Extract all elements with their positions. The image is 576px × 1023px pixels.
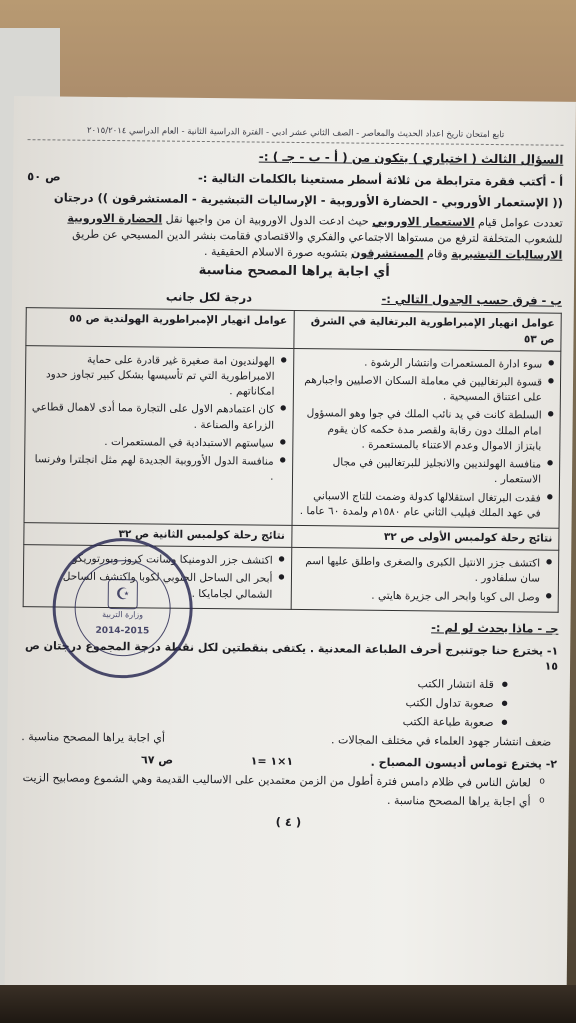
col1-header: عوامل انهيار الإمبراطورية البرتغالية في الشرق ص ٥٣: [293, 311, 561, 351]
col2-header: عوامل انهيار الإمبراطورية الهولندية ص ٥٥: [26, 308, 294, 348]
list-item: ● اكتشف جزر الدومنيكا وسانت كروز وبورتوريكو: [30, 551, 285, 569]
list-item: ● سياستهم الاستبدادية في المستعمرات .: [31, 434, 286, 452]
item1-note: أي اجابة يراها المصحح مناسبة .: [21, 730, 166, 745]
list-item: ● وصل الى كوبا وابحر الى جزيرة هايتي .: [297, 588, 552, 606]
para-text-2: حيث ادعت الدول الاوروبية ان من واجبها نقل: [165, 212, 369, 228]
list-item: ● فقدت البرتغال استقلالها كدولة وضمت للتاج الاسباني في عهد الملك فيليب الثاني عام ١٥٨٠م ولمدة ٦٠ عاما .: [298, 489, 553, 522]
answer-note: أي اجابة يراها المصحح مناسبة: [198, 262, 390, 280]
list-item: ● منافسة الهولنديين والانجليز للبرتغاليين في مجال الاستعمار .: [298, 455, 553, 488]
list-item: ● سوء ادارة المستعمرات وانتشار الرشوة .: [300, 355, 555, 373]
keyword-2: الحضارة الاوروبية: [67, 211, 163, 226]
part-a-label: أ - أكتب فقرة مترابطة من ثلاثة أسطر مستعينا بالكلمات التالية :-: [197, 170, 564, 189]
bottom-shadow: [0, 985, 576, 1023]
list-item: ● كان اعتمادهم الاول على التجارة مما أدى لاهمال قطاعي الزراعة والصناعة .: [31, 401, 286, 434]
item2-page: ص ٦٧: [141, 753, 174, 767]
para-text-3: للشعوب المتخلفة لترفع من مستواها الاجتماعي والفكري والاقتصادي فقامت بنشر الدين المسيحي عن طريق: [72, 227, 563, 246]
keyword-3: الارساليات التبشيرية: [451, 247, 563, 262]
part-a-page: ص ٥٠: [27, 168, 61, 184]
list-item: ● صعوبة طباعة الكتب: [21, 710, 507, 731]
list-item: ● قسوة البرتغاليين في معاملة السكان الاصليين واجبارهم على اعتناق المسيحية .: [299, 373, 554, 406]
list-item: ● اكتشف جزر الانتيل الكبرى والصغرى واطلق عليها اسم سان سلفادور .: [297, 554, 552, 587]
item2-title: ٢- يخترع توماس أديسون المصباح .: [370, 755, 558, 771]
keyword-4: المستشرقون: [350, 246, 424, 261]
answer-paragraph: [26, 210, 562, 263]
col1-cell: [292, 348, 561, 528]
page-number: ( ٤ ): [275, 814, 302, 830]
emblem-icon: ☪: [108, 579, 138, 609]
col2-result-header: نتائج رحلة كولمبس الثانية ص ٣٢: [24, 523, 292, 548]
exam-answer-sheet: [5, 96, 576, 1002]
stamp-text: وزارة التربية: [102, 609, 144, 620]
item2-grade: ١×١ =١: [250, 754, 294, 769]
list-item: ● الهولنديون امة صغيرة غير قادرة على حماية الامبراطورية التي تم تأسيسها بشكل كبير تجاوز حدود امكاناتهم .: [32, 352, 287, 400]
para-text-5: بتشويه صورة الاسلام الحقيقية .: [203, 244, 348, 260]
col1-result-header: نتائج رحلة كولمبس الأولى ص ٣٢: [291, 525, 559, 550]
list-item: o لعاش الناس في ظلام دامس فترة أطول من الزمن معتمدين على الاساليب القديمة وهي الشموع ومصابيح الزيت: [21, 770, 545, 791]
item1-title: ١- يخترع حنا جوتنبرج أحرف الطباعة المعدنية . يكتفى بنقطتين لكل نقطة درجة المجموع درجتان ص ١٥: [24, 638, 559, 674]
list-item: o أي اجابة يراها المصحح مناسبة .: [21, 789, 545, 810]
stamp-inner-ring: [74, 560, 171, 657]
para-text-4: وقام: [426, 247, 448, 261]
para-text-1: تعددت عوامل قيام: [477, 215, 563, 230]
list-item: ضعف انتشار جهود العلماء في مختلف المجالات .: [330, 733, 552, 749]
list-item: ● السلطة كانت في يد نائب الملك في جوا وهو المسؤول امام الملك دون رقابة ولقصر مدة حكمه كان يقوم بابتزاز الاموال وعدم الاعتناء بالمستعمرة .: [299, 406, 554, 454]
col1-result-cell: [291, 548, 559, 612]
stamp-year: 2014-2015: [95, 625, 150, 637]
part-b-grade: درجة لكل جانب: [165, 289, 253, 305]
keyword-1: الاستعمار الاوروبي: [372, 214, 475, 229]
list-item: ● قلة انتشار الكتب: [22, 673, 508, 694]
col2-cell: [24, 345, 293, 525]
part-c-label: جـ - ماذا يحدث لو لم :-: [431, 620, 559, 636]
exam-header: تابع امتحان تاريخ اعداد الحديث والمعاصر - الصف الثاني عشر ادبي - الفترة الدراسية الثانية - العام الدراسي ٢٠١٥/٢٠١٤: [28, 102, 564, 146]
list-item: ● صعوبة تداول الكتب: [22, 691, 508, 712]
part-b-label: ب - فرق حسب الجدول التالي :-: [381, 291, 562, 308]
list-item: ● أبحر الى الساحل الجنوبي لكوبا واكتشف الساحل الشمالي لجامايكا .: [30, 570, 285, 603]
keywords-line: (( الإستعمار الأوروبي - الحضارة الأوروبية - الإرسالیات التبشیرية - المستشرقون )) درجتان: [53, 190, 563, 211]
list-item: ● منافسة الدول الأوروبية الجديدة لهم مثل انجلترا وفرنسا .: [31, 452, 286, 485]
question3-title: السؤال الثالث ( اختياري ) يتكون من ( أ - ب - جـ ) :-: [258, 149, 564, 168]
